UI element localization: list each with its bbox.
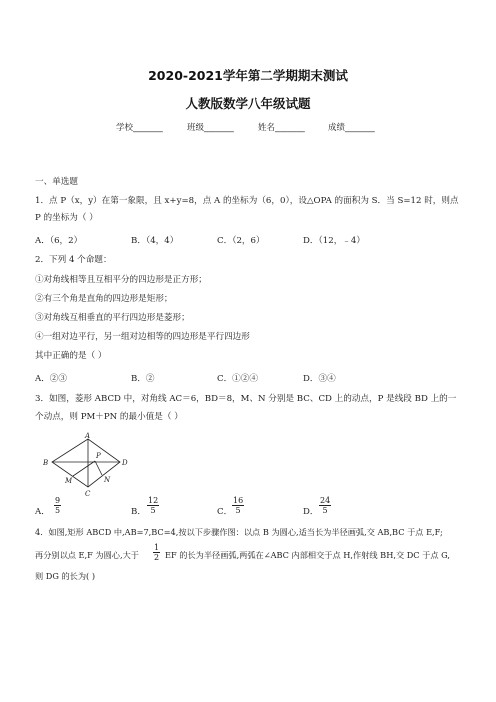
- q4-line1: 4．如图,矩形 ABCD 中,AB=7,BC=4,按以下步骤作图：以点 B 为圆心,适当长为半径画弧,交 AB,BC 于点 E,F;: [35, 527, 443, 537]
- q2-option-d: D．③④: [303, 374, 336, 384]
- q4-half-fraction: $\frac{1}{2}$: [154, 543, 160, 562]
- q1-option-c: C．（2，6）: [217, 236, 265, 246]
- q2-item-1: ①对角线相等且互相平分的四边形是正方形；: [35, 275, 207, 285]
- exam-title: 2020-2021学年第二学期期末测试: [148, 68, 348, 83]
- q1-line1: 1．点 P（x，y）在第一象限，且 x+y=8，点 A 的坐标为（6，0），设△OPA 的面积为 S．当 S=12 时，则点: [35, 196, 459, 206]
- school-field: 学校_______: [116, 123, 163, 133]
- exam-subtitle: 人教版数学八年级试题: [185, 96, 311, 111]
- q3-option-a-letter: A．: [35, 507, 50, 517]
- label-m: M: [65, 477, 73, 485]
- q4-line2-pre: 再分别以点 E,F 为圆心,大于: [35, 550, 139, 560]
- score-field: 成绩_______: [328, 123, 375, 133]
- q2-ask: 其中正确的是（ ）: [35, 351, 107, 361]
- q2-option-b: B．②: [131, 374, 155, 384]
- q3-option-d-letter: D．: [303, 507, 319, 517]
- label-n: N: [104, 476, 111, 484]
- q3-line1: 3．如图，菱形 ABCD 中，对角线 AC＝6，BD＝8，M、N 分别是 BC、CD 上的动点，P 是线段 BD 上的一: [35, 394, 457, 404]
- label-d: D: [122, 459, 128, 467]
- segment-pn: [95, 461, 102, 475]
- segment-pm: [73, 461, 95, 476]
- q1-option-b: B．（4，4）: [131, 236, 179, 246]
- q2-item-3: ③对角线互相垂直的平行四边形是菱形；: [35, 313, 190, 323]
- q3-line2: 个动点，则 PM＋PN 的最小值是（ ）: [35, 412, 183, 422]
- q1-option-a: A．（6，2）: [35, 236, 83, 246]
- q3-option-c-fraction: $\frac{16}{5}$: [233, 496, 244, 515]
- rhombus-figure: [40, 432, 136, 498]
- q1-line2: P 的坐标为（ ）: [35, 213, 98, 223]
- q3-option-d-fraction: $\frac{24}{5}$: [320, 496, 331, 515]
- label-p: P: [96, 452, 101, 460]
- q2-option-c: C．①②④: [217, 374, 258, 384]
- q2-item-4: ④一组对边平行，另一组对边相等的四边形是平行四边形: [35, 332, 250, 342]
- name-field: 姓名_______: [258, 123, 305, 133]
- label-c: C: [85, 490, 91, 498]
- section-heading: 一、单选题: [35, 177, 78, 187]
- q3-option-a-fraction: $\frac{9}{5}$: [55, 496, 61, 515]
- q4-line2-post: EF 的长为半径画弧,两弧在∠ABC 内部相交于点 H,作射线 BH,交 DC 于点 G,: [165, 550, 450, 560]
- q4-line3: 则 DG 的长为( ): [35, 571, 96, 581]
- q1-option-d: D．（12，﹣4）: [303, 236, 365, 246]
- q2-option-a: A．②③: [35, 374, 67, 384]
- label-b: B: [43, 459, 49, 467]
- label-a: A: [85, 432, 91, 440]
- q3-option-c-letter: C．: [217, 507, 233, 517]
- q3-option-b-fraction: $\frac{12}{5}$: [148, 496, 159, 515]
- class-field: 班级_______: [187, 123, 234, 133]
- q2-line1: 2．下列 4 个命题：: [35, 255, 112, 265]
- q3-option-b-letter: B．: [131, 507, 146, 517]
- q2-item-2: ②有三个角是直角的四边形是矩形；: [35, 294, 173, 304]
